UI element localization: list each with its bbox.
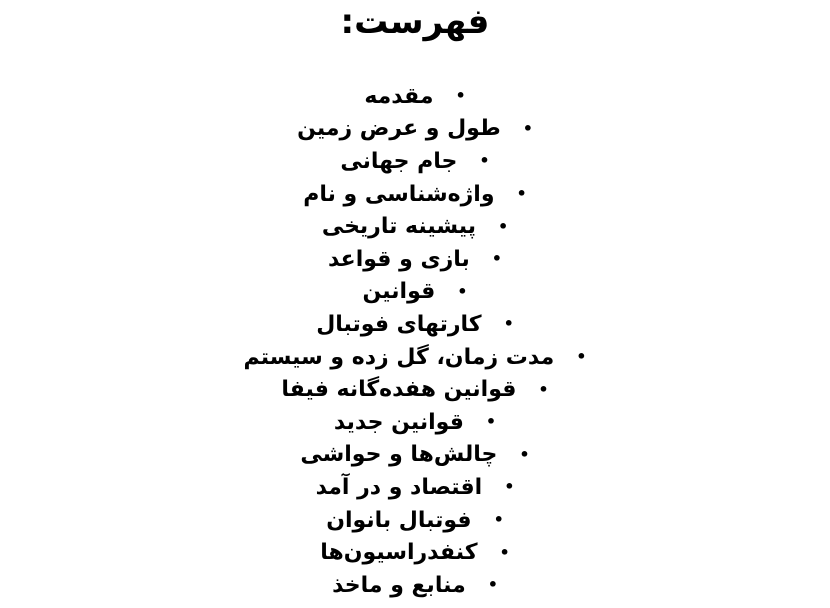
list-item-label: طول و عرض زمین bbox=[297, 116, 501, 142]
list-item bbox=[0, 276, 830, 309]
list-item-label: فوتبال بانوان bbox=[326, 507, 472, 533]
bullet-icon: • bbox=[499, 542, 510, 562]
list-item-label: واژه‌شناسی و نام bbox=[303, 181, 495, 207]
list-item bbox=[0, 471, 830, 504]
list-item bbox=[0, 536, 830, 569]
list-item bbox=[0, 113, 830, 146]
bullet-icon: • bbox=[493, 510, 504, 530]
bullet-icon: • bbox=[503, 314, 514, 334]
bullet-icon: • bbox=[455, 86, 466, 106]
list-item bbox=[0, 569, 830, 602]
page-title: فهرست: bbox=[340, 2, 490, 42]
list-item bbox=[0, 341, 830, 374]
list-item bbox=[0, 80, 830, 113]
bullet-icon: • bbox=[504, 477, 515, 497]
bullet-icon: • bbox=[457, 281, 468, 301]
bullet-icon: • bbox=[487, 575, 498, 595]
table-of-contents bbox=[0, 80, 830, 602]
bullet-icon: • bbox=[479, 151, 490, 171]
bullet-icon: • bbox=[491, 249, 503, 269]
bullet-icon: • bbox=[576, 347, 587, 367]
list-item-label: منابع و ماخذ bbox=[332, 572, 466, 598]
list-item-label: بازی و قواعد bbox=[327, 246, 470, 272]
list-item bbox=[0, 406, 830, 439]
list-item-label: قوانین جدید bbox=[333, 409, 464, 435]
list-item bbox=[0, 308, 830, 341]
list-item bbox=[0, 373, 830, 406]
list-item bbox=[0, 145, 830, 178]
bullet-icon: • bbox=[522, 118, 533, 138]
bullet-icon: • bbox=[485, 412, 497, 432]
bullet-icon: • bbox=[516, 184, 527, 204]
list-item-label: قوانین bbox=[362, 279, 436, 305]
list-item bbox=[0, 243, 830, 276]
list-item-label: کنفدراسیون‌ها bbox=[320, 540, 478, 566]
list-item-label: جام جهانی bbox=[340, 148, 458, 174]
list-item-label: اقتصاد و در آمد bbox=[315, 474, 483, 500]
list-item bbox=[0, 439, 830, 472]
list-item bbox=[0, 210, 830, 243]
list-item bbox=[0, 504, 830, 537]
list-item-label: مدت زمان، گل زده و سیستم bbox=[243, 344, 555, 370]
bullet-icon: • bbox=[497, 216, 509, 236]
list-item-label: چالش‌ها و حواشی bbox=[300, 442, 498, 468]
list-item-label: مقدمه bbox=[364, 83, 434, 109]
list-item bbox=[0, 178, 830, 211]
bullet-icon: • bbox=[519, 444, 530, 464]
bullet-icon: • bbox=[538, 379, 549, 399]
list-item-label: پیشینه تاریخی bbox=[321, 214, 476, 240]
list-item-label: کارتهای فوتبال bbox=[316, 311, 482, 337]
list-item-label: قوانین هفده‌گانه فیفا bbox=[281, 377, 517, 403]
